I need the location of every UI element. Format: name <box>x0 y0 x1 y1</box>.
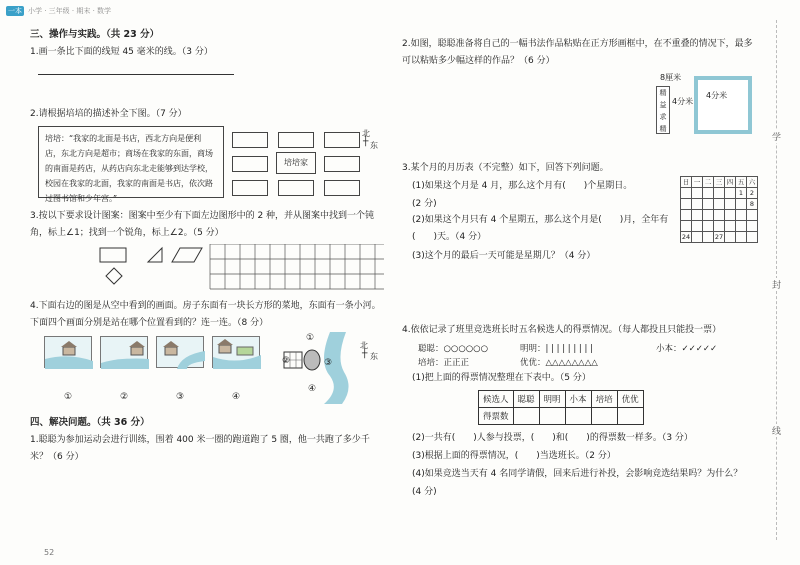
side-char-1: 学 <box>772 130 781 143</box>
right-q4-2: (2)一共有( )人参与投票，( )和( )的得票数一样多。（3 分） <box>412 433 693 443</box>
right-q3-3: (3)这个月的最后一天可能是星期几？（4 分） <box>412 251 596 261</box>
dim-4dm-b: 4分米 <box>706 91 728 100</box>
vote-cell[interactable] <box>565 408 591 425</box>
map-cell-n[interactable] <box>278 132 314 148</box>
right-q2: 2.如图，聪聪准备将自己的一幅书法作品粘贴在正方形画框中，在不重叠的情况下，最多可以粘贴多少幅这样的作品？（6 分） <box>402 39 753 66</box>
right-q3: 3.某个月的月历表（不完整）如下，回答下列问题。 <box>402 163 609 173</box>
left-q4: 4.下面右边的图是从空中看到的画面。房子东面有一块长方形的菜地，东面有一条小河。下面四个画面分别是站在哪个位置看到的？连一连。（8 分） <box>30 301 381 328</box>
diamond-shape <box>106 268 122 284</box>
right-q3-1-score: (2 分) <box>412 199 437 209</box>
view-picture-2 <box>100 336 148 368</box>
vote-cell[interactable] <box>591 408 617 425</box>
calligraphy-scroll: 精益求精 <box>656 86 670 134</box>
vote-head: 小本 <box>565 391 591 408</box>
compass2-icon: ┼ <box>362 349 368 359</box>
right-q4-1: (1)把上面的得票情况整理在下表中。（5 分） <box>412 373 591 383</box>
map-cell-w[interactable] <box>232 156 268 172</box>
map-cell-e[interactable] <box>324 156 360 172</box>
cal-head: 二 <box>703 177 714 188</box>
compass-north-label: 北 <box>362 129 370 138</box>
cal-day: 24 <box>681 233 691 241</box>
map-cell-ne[interactable] <box>324 132 360 148</box>
brand-badge: 一本 <box>8 7 22 15</box>
calendar-table <box>680 176 758 243</box>
map-center: 培培家 <box>276 152 316 174</box>
map-cell-se[interactable] <box>324 180 360 196</box>
map-cell-nw[interactable] <box>232 132 268 148</box>
design-grid[interactable] <box>204 244 384 293</box>
pos-label-1: ① <box>306 333 315 343</box>
parallelogram-shape <box>172 248 202 262</box>
tally-youyou: 优优：△△△△△△△△ <box>520 358 598 368</box>
cal-head: 五 <box>736 177 747 188</box>
dim-4dm-a: 4分米 <box>672 97 694 106</box>
vote-row-label: 得票数 <box>479 408 514 425</box>
right-q4-3: (3)根据上面的得票情况，( )当选班长。（2 分） <box>412 451 616 461</box>
compass2-east: 东 <box>370 352 378 361</box>
header-strip: 小学 · 三年级 · 期末 · 数学 <box>28 7 112 15</box>
reference-line <box>38 74 234 75</box>
vote-cell[interactable] <box>617 408 643 425</box>
vote-head: 聪聪 <box>513 391 539 408</box>
cal-day: 1 <box>736 188 747 199</box>
pos-label-3: ③ <box>324 358 333 368</box>
tally-mingming: 明明：| | | | | | | | | <box>520 344 593 354</box>
vote-head: 优优 <box>617 391 643 408</box>
map-cell-s[interactable] <box>278 180 314 196</box>
vote-head: 培培 <box>591 391 617 408</box>
view-picture-1 <box>44 336 92 368</box>
cal-head: 一 <box>692 177 703 188</box>
cal-day: 8 <box>747 199 758 210</box>
match-dot-4[interactable]: ④ <box>232 392 241 402</box>
view-picture-3 <box>156 336 204 368</box>
match-dot-2[interactable]: ② <box>120 392 129 402</box>
cal-head: 日 <box>681 177 692 188</box>
vote-table <box>478 390 644 425</box>
cal-day: 27 <box>714 233 724 241</box>
description-box: 培培：“我家的北面是书店，西北方向是便利店，东北方向是超市；商场在我家的东面，商场的南面是药店，从药店向东北走能够到达学校，校园在我家的北面，我家的南面是书店，依次路过图书馆和少年宫。” <box>38 126 224 198</box>
dim-8cm: 8厘米 <box>660 73 682 82</box>
compass-east-label: 东 <box>370 141 378 150</box>
shape-set <box>96 244 216 288</box>
page-number: 52 <box>44 548 55 557</box>
left-s4-q1: 1.聪聪为参加运动会进行训练，围着 400 米一圈的跑道跑了 5 圈，他一共跑了多少千米？（6 分） <box>30 435 370 462</box>
triangle-shape <box>148 248 162 262</box>
section-3-title: 三、操作与实践。（共 23 分） <box>30 29 160 40</box>
left-q3: 3.按以下要求设计图案：图案中至少有下面左边图形中的 2 种，并从图案中找到一个钝角，标上∠1；找到一个锐角，标上∠2。（5 分） <box>30 211 375 238</box>
side-char-3: 线 <box>772 424 781 437</box>
vote-cell[interactable] <box>513 408 539 425</box>
left-q2: 2.请根据培培的描述补全下图。（7 分） <box>30 109 187 119</box>
cal-head: 六 <box>747 177 758 188</box>
cal-head: 四 <box>725 177 736 188</box>
vote-head: 明明 <box>539 391 565 408</box>
right-q3-2: (2)如果这个月只有 4 个星期五，那么这个月是( )月，全年有( )天。（4 分） <box>412 215 669 242</box>
right-q4: 4.依依记录了班里竞选班长时五名候选人的得票情况。（每人都投且只能投一票） <box>402 325 722 335</box>
pos-label-4: ④ <box>308 384 317 394</box>
tally-peipei: 培培：正正正 <box>418 358 470 368</box>
cal-head: 三 <box>714 177 725 188</box>
right-q4-4: (4)如果竞选当天有 4 名同学请假，回来后进行补投，会影响竞选结果吗？为什么？ <box>412 469 743 479</box>
rectangle-shape <box>100 248 126 262</box>
right-q4-4-score: (4 分) <box>412 487 437 497</box>
square-frame <box>694 76 752 134</box>
match-dot-1[interactable]: ① <box>64 392 73 402</box>
pos-label-2: ② <box>282 356 291 366</box>
left-q1: 1.画一条比下面的线短 45 毫米的线。（3 分） <box>30 47 213 57</box>
view-picture-4 <box>212 336 260 368</box>
map-cell-sw[interactable] <box>232 180 268 196</box>
right-q3-1: (1)如果这个月是 4 月，那么这个月有( )个星期日。 <box>412 181 633 191</box>
compass2-north: 北 <box>360 341 368 350</box>
side-char-2: 封 <box>772 278 781 291</box>
compass-icon: ┼ <box>363 137 369 147</box>
vote-cell[interactable] <box>539 408 565 425</box>
cal-day: 2 <box>747 188 758 199</box>
tally-xiaobeng: 小本：✓✓✓✓✓ <box>656 344 718 354</box>
vote-head: 候选人 <box>479 391 514 408</box>
section-4-title: 四、解决问题。（共 36 分） <box>30 417 150 428</box>
match-dot-3[interactable]: ③ <box>176 392 185 402</box>
tally-congcong: 聪聪：○○○○○○ <box>418 344 489 354</box>
